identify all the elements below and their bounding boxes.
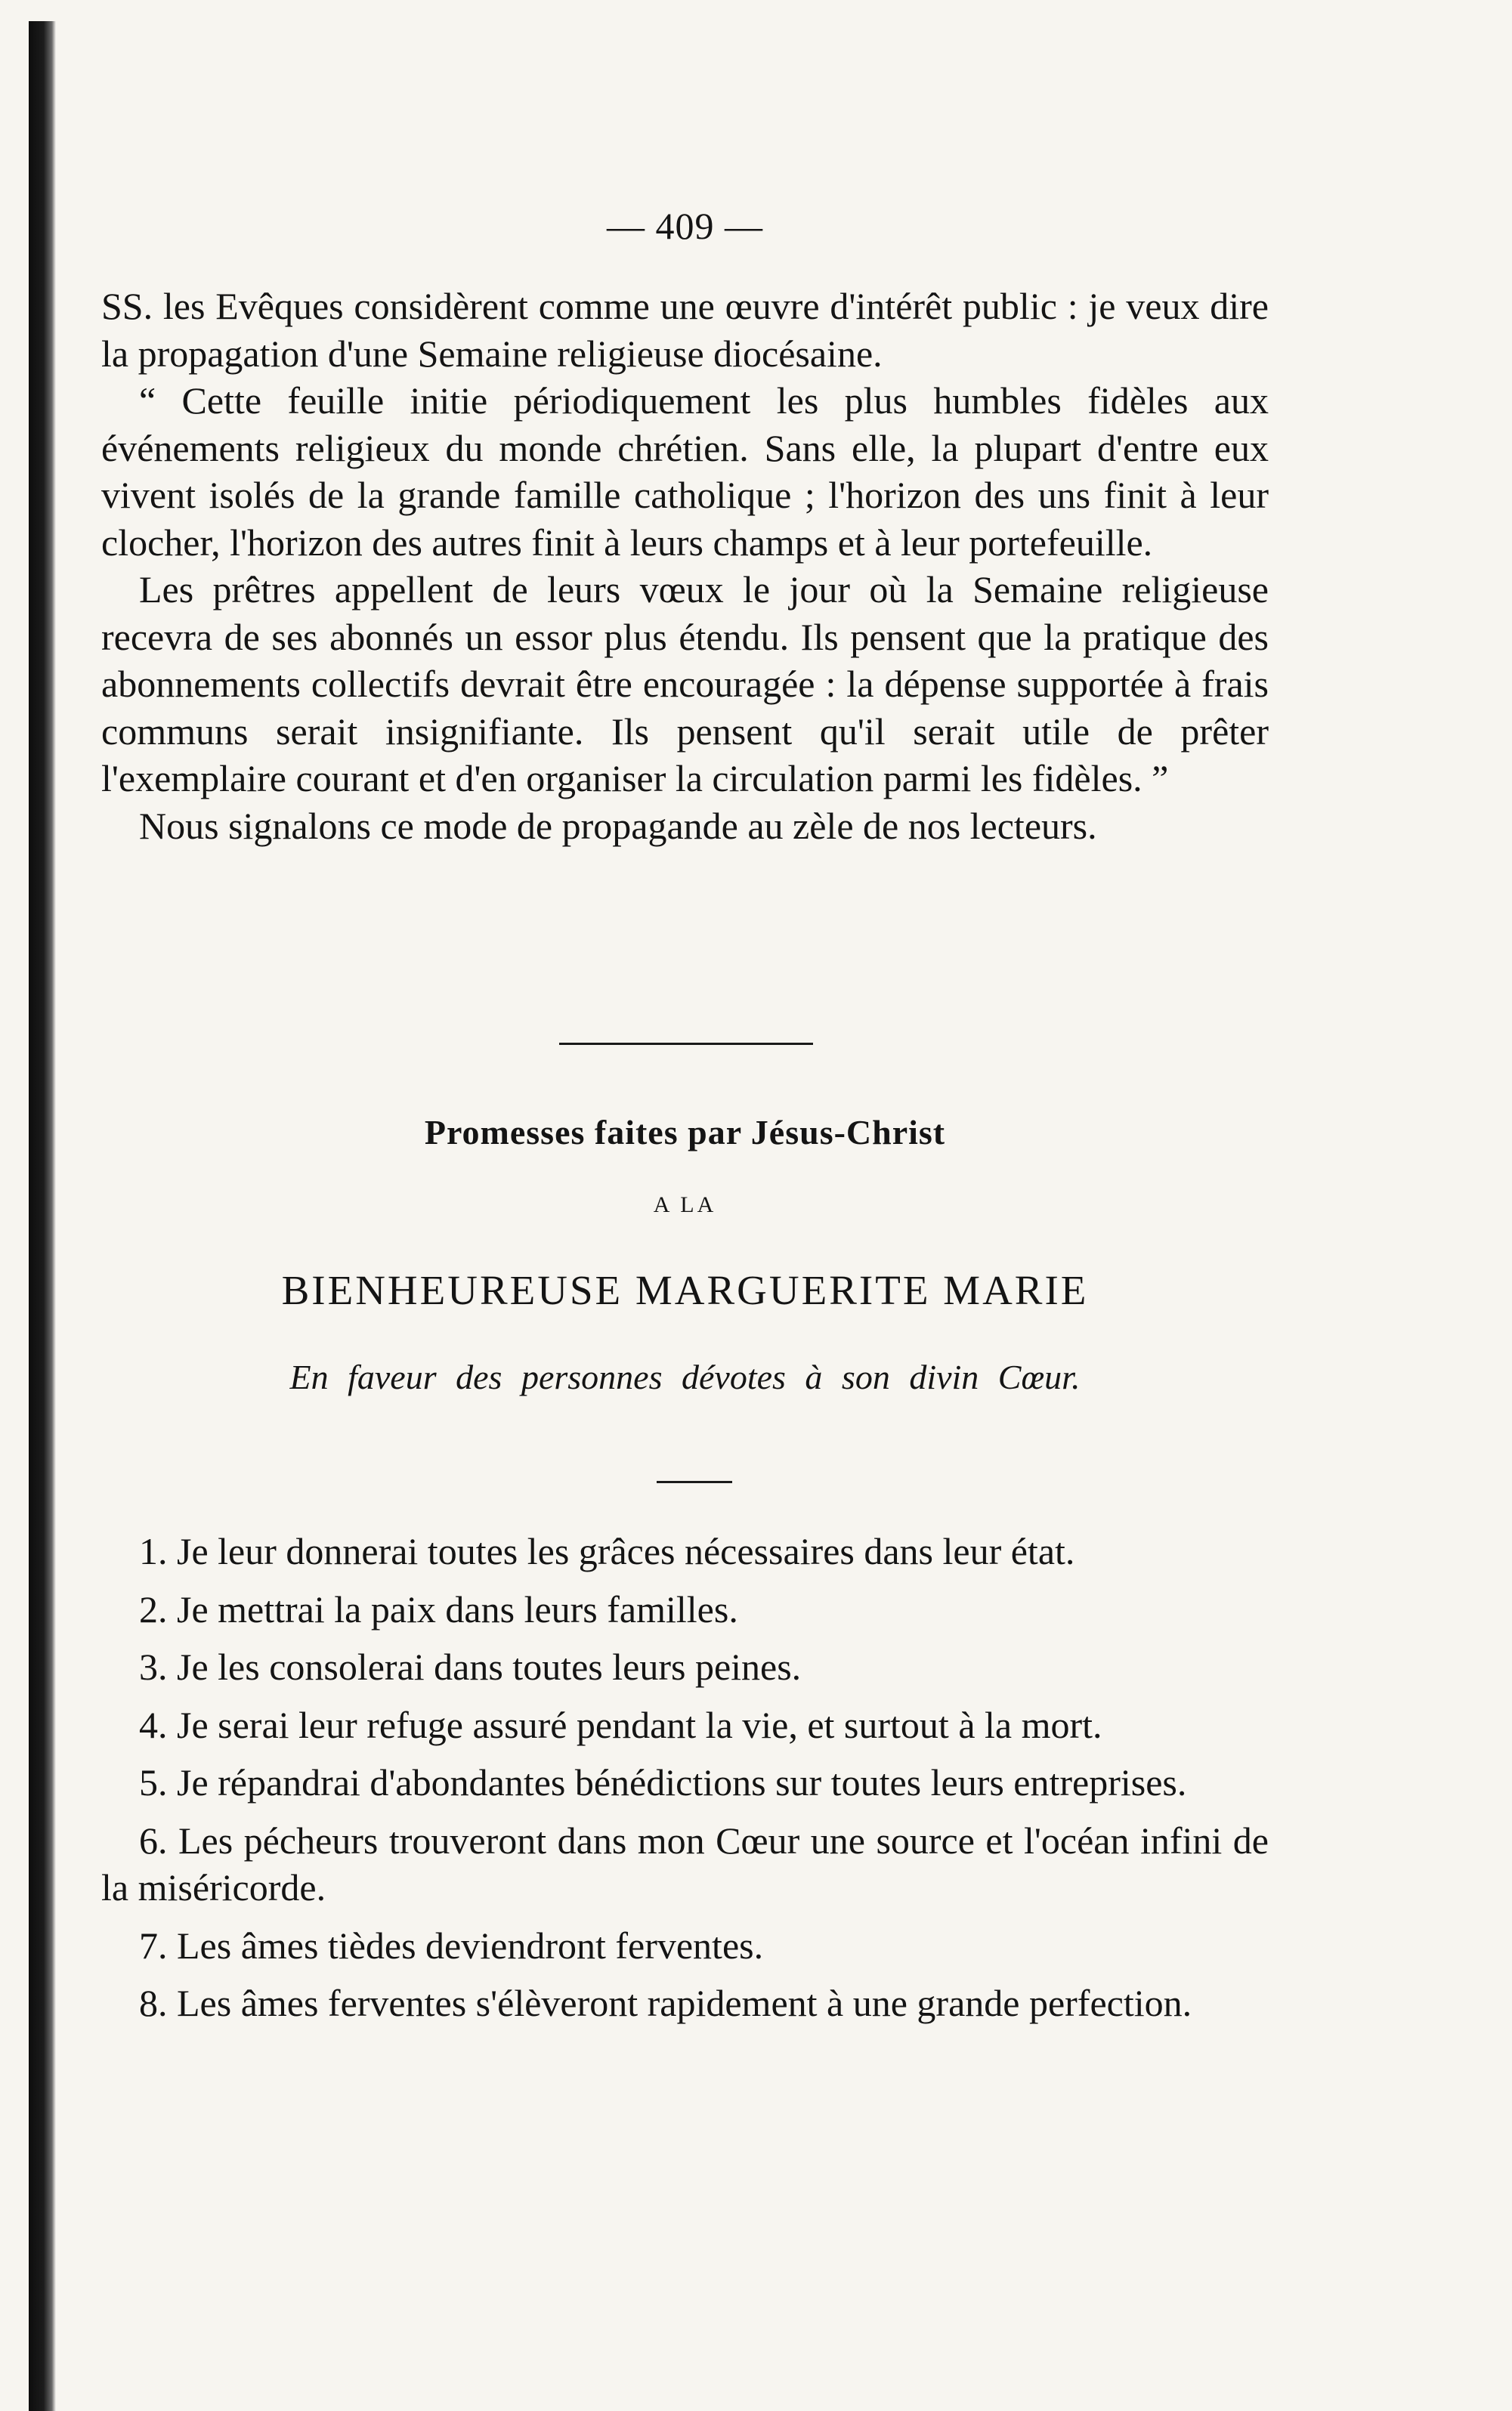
list-item: 1. Je leur donnerai toutes les grâces nécessaires dans leur état. [139,1530,1075,1572]
section-dedication: En faveur des personnes dévotes à son divin Cœur. [289,1358,1081,1396]
book-spine-shadow [29,21,56,2411]
list-item: 8. Les âmes ferventes s'élèveront rapidement à une grande perfection. [139,1982,1192,2024]
list-item: 3. Je les consolerai dans toutes leurs peines. [139,1646,802,1688]
section-heading: BIENHEUREUSE MARGUERITE MARIE [281,1267,1089,1313]
list-item: 5. Je répandrai d'abondantes bénédictions sur toutes leurs entreprises. [139,1761,1187,1804]
list-item: 2. Je mettrai la paix dans leurs familles. [139,1587,738,1631]
section-subtitle: A LA [653,1192,717,1217]
intro-text [101,283,1269,849]
section-title: Promesses faites par Jésus-Christ [424,1113,946,1151]
list-item: 6. Les pécheurs trouveront dans mon Cœur une source et l'océan infini de la miséricorde. [101,1819,1269,1909]
paragraph: SS. les Evêques considèrent comme une œuvre d'intérêt public : je veux dire la propagation d'une Semaine religieuse diocésaine. [101,285,1269,375]
section-divider [559,1043,813,1045]
short-divider [657,1481,732,1483]
paragraph: Nous signalons ce mode de propagande au zèle de nos lecteurs. [139,804,1097,847]
paragraph: “ Cette feuille initie périodiquement les plus humbles fidèles aux événements religieux du monde chrétien. Sans elle, la plupart d'entre eux vivent isolés de la grande famille catholique ; l'horizon des uns finit à leur clocher, l'horizon des autres finit à leurs champs et à leur portefeuille. [101,379,1269,564]
page-number: — 409 — [607,205,763,247]
promises-list [101,1528,1269,2038]
list-item: 7. Les âmes tièdes deviendront ferventes. [139,1924,764,1967]
paragraph: Les prêtres appellent de leurs vœux le jour où la Semaine religieuse recevra de ses abonnés un essor plus étendu. Ils pensent que la pratique des abonnements collectifs devrait être encouragée : la dépense supportée à frais communs serait insignifiante. Ils pensent qu'il serait utile de prêter l'exemplaire courant et d'en organiser la circulation parmi les fidèles. ” [101,568,1269,799]
list-item: 4. Je serai leur refuge assuré pendant la vie, et surtout à la mort. [139,1703,1102,1746]
